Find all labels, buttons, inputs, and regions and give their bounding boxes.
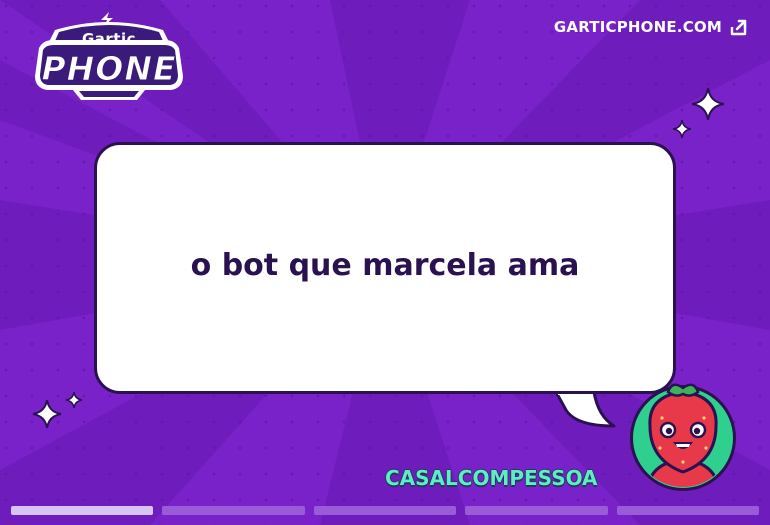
sparkle-icon [690,86,726,122]
prompt-text: o bot que marcela ama [190,247,580,283]
logo-gartic-text: Gartic [81,30,137,48]
sparkle-icon [672,119,692,139]
progress-segment [11,506,153,515]
progress-segment [162,506,304,515]
site-link[interactable] [554,15,748,39]
progress-segment [314,506,456,515]
player-name: CASALCOMPESSOA [385,466,598,490]
progress-segment [617,506,759,515]
sparkle-icon [32,399,62,429]
gartic-phone-logo[interactable] [33,12,185,102]
strawberry-avatar [628,378,738,496]
logo-phone-text: PHONE [41,49,177,88]
speech-bubble [94,142,676,394]
sparkle-icon [65,391,83,409]
round-progress-bar [11,506,759,515]
progress-segment [465,506,607,515]
share-arrow-icon [730,18,748,36]
site-link-label: GARTICPHONE.COM [553,18,722,36]
